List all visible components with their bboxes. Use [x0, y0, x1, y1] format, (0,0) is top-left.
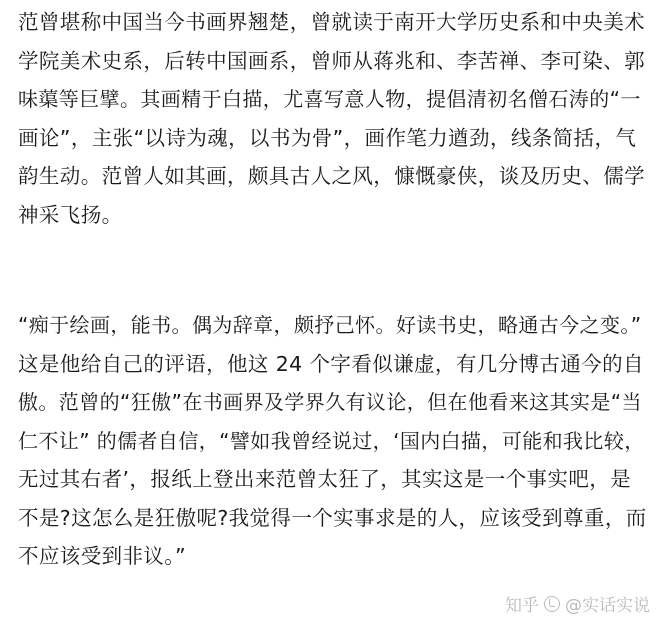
- text-line: 不是?这怎么是狂傲呢?我觉得一个实事求是的人，应该受到尊重，而: [18, 505, 647, 530]
- text-line: 不应该受到非议。”: [18, 544, 186, 568]
- text-line: “痴于绘画，能书。偶为辞章，颇抒己怀。好读书史，略通古今之变。”: [18, 313, 642, 337]
- text-line: 学院美术史系，后转中国画系，曾师从蒋兆和、李苦禅、李可染、郭: [18, 48, 645, 73]
- text-line: 范曾堪称中国当今书画界翘楚，曾就读于南开大学历史系和中央美术: [18, 10, 645, 34]
- watermark-author: @实话实说: [565, 596, 650, 616]
- watermark: [505, 591, 650, 616]
- watermark-site: 知乎: [505, 596, 539, 616]
- zhihu-circle-icon: [544, 596, 560, 612]
- text-line: 神采飞扬。: [18, 202, 123, 227]
- text-line: 画论”，主张“以诗为魂，以书为骨”，画作笔力遒劲，线条简括，气: [18, 125, 637, 150]
- text-line: 味蕖等巨擘。其画精于白描，尤喜写意人物，提倡清初名僧石涛的“一: [18, 87, 641, 111]
- text-line: 傲。范曾的“狂傲”在书画界及学界久有议论，但在他看来这其实是“当: [18, 390, 642, 414]
- paragraph-quote: [18, 306, 648, 576]
- text-line: 这是他给自己的评语，他这 24 个字看似谦虚，有几分博古通今的自: [18, 351, 644, 376]
- text-line: 韵生动。范曾人如其画，颇具古人之风，慷慨豪侠，谈及历史、儒学: [18, 164, 645, 188]
- text-line: 仁不让” 的儒者自信，“譬如我曾经说过，‘国内白描，可能和我比较，: [18, 428, 645, 453]
- text-line: 无过其右者’，报纸上登出来范曾太狂了，其实这是一个事实吧，是: [18, 467, 632, 491]
- paragraph-biography: [18, 3, 648, 234]
